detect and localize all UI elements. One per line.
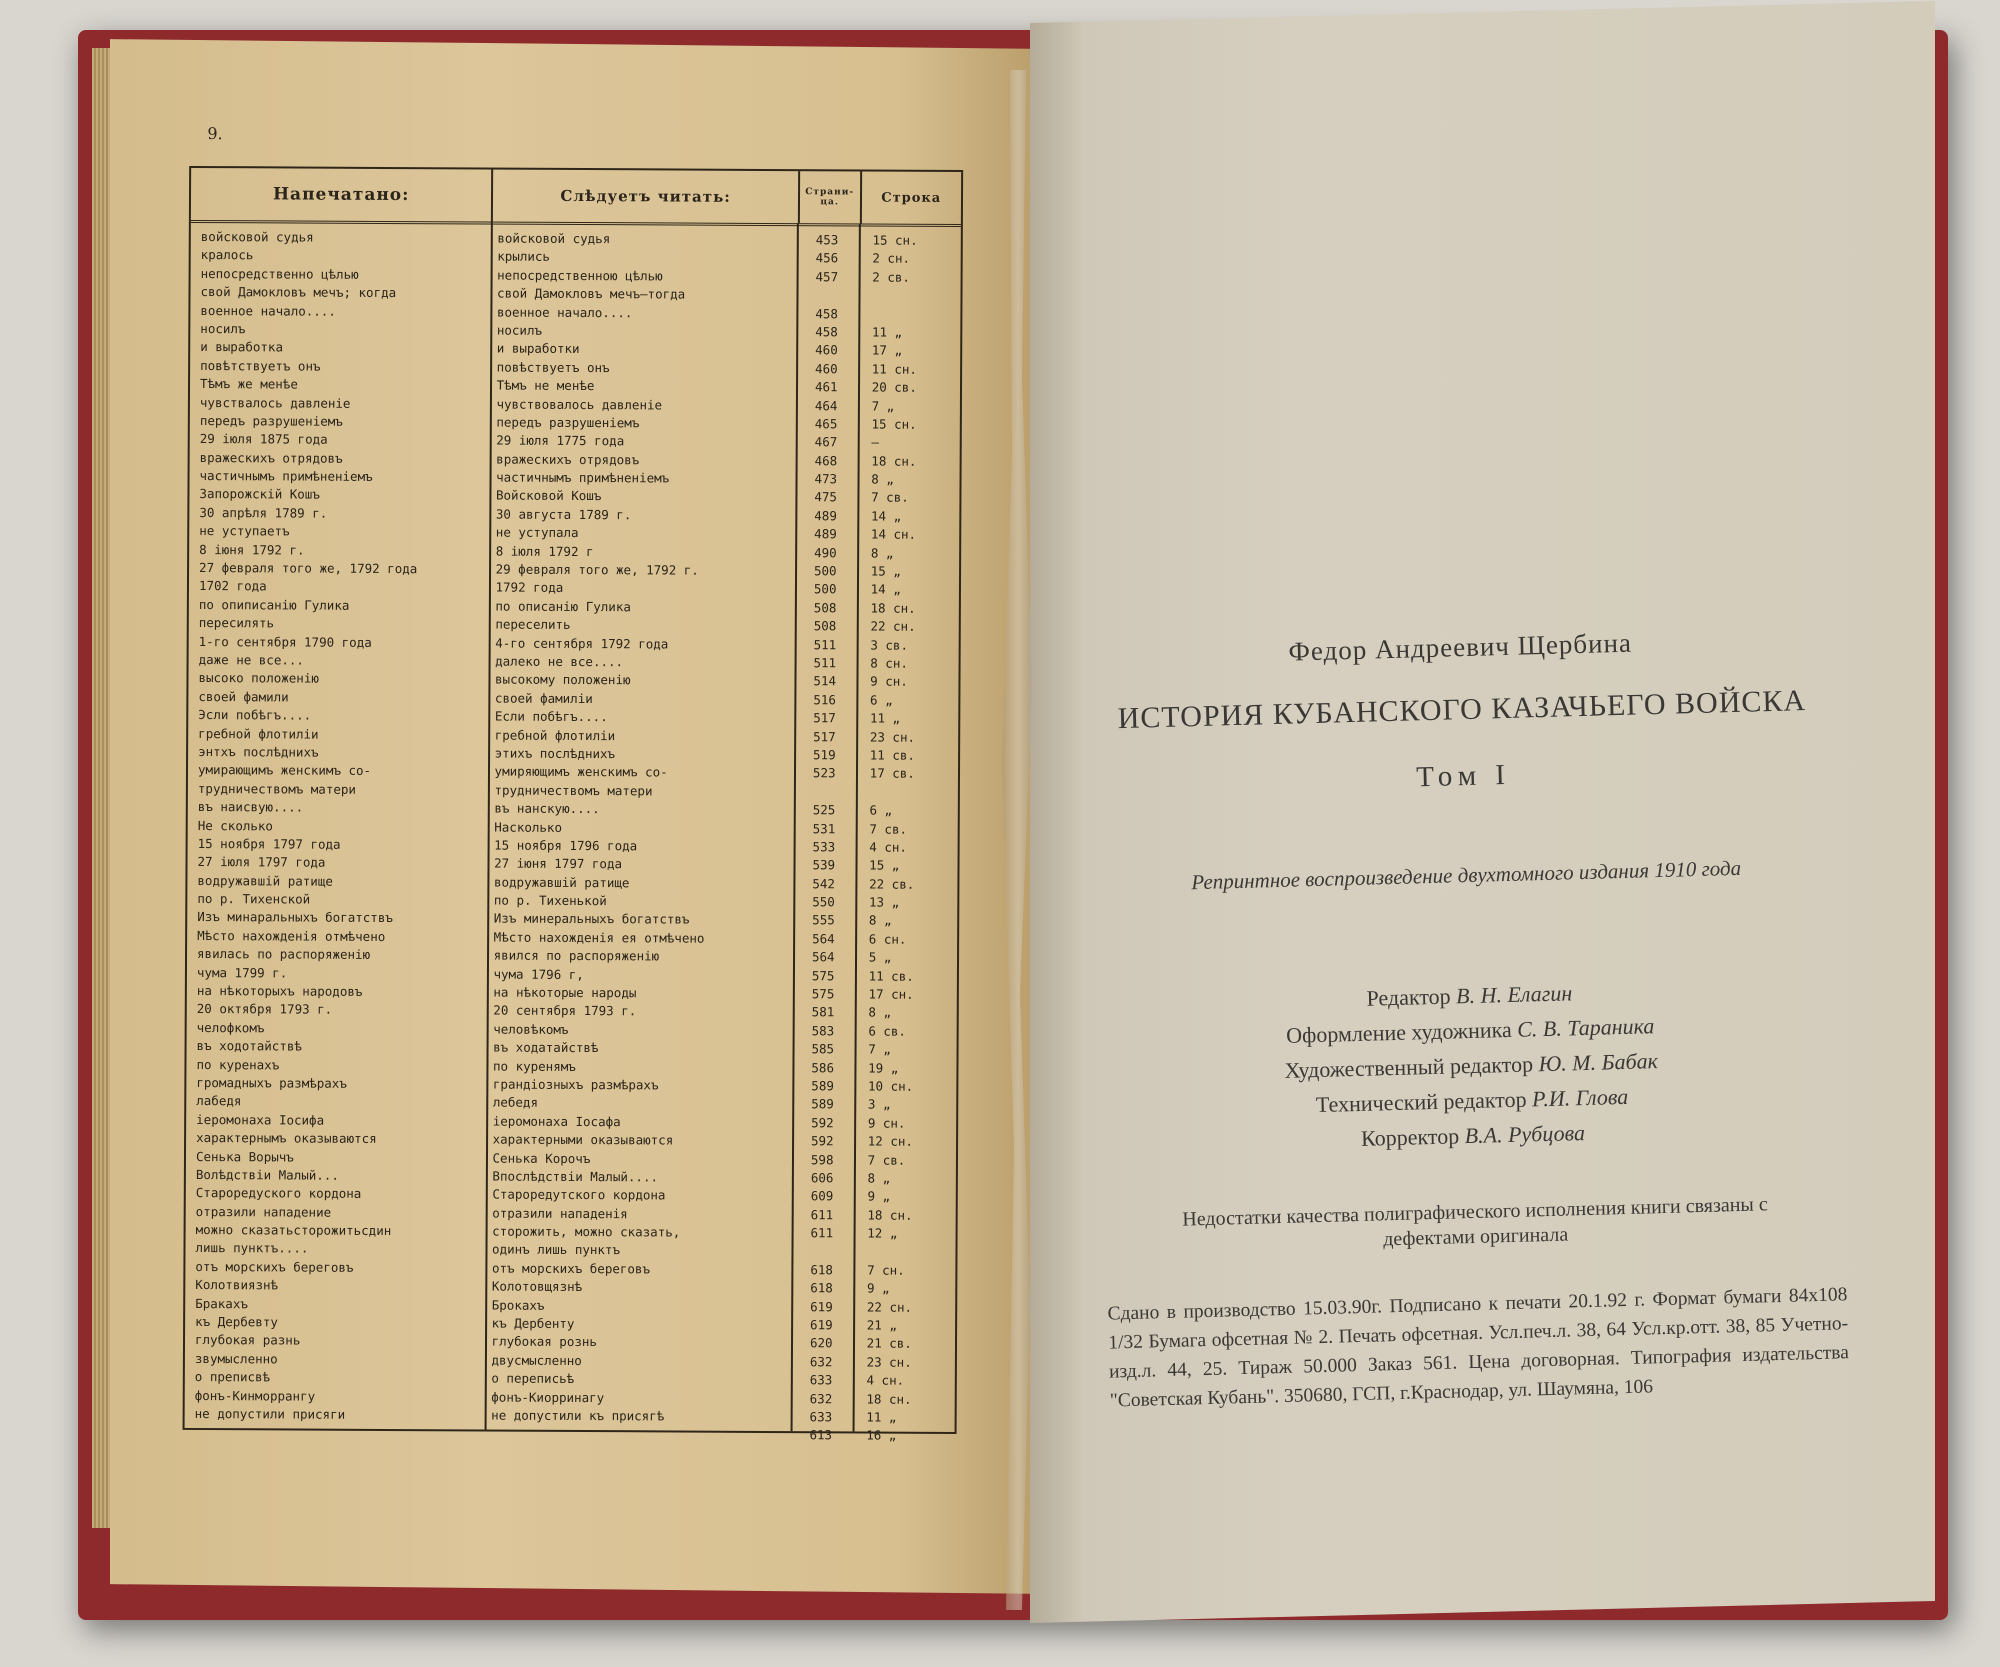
line-ref: 9 „ — [867, 1188, 891, 1204]
page-ref: 606 — [810, 1170, 834, 1186]
errata-rows — [184, 228, 960, 1446]
page-ref: 619 — [810, 1317, 833, 1333]
line-ref: 21 „ — [866, 1317, 897, 1333]
printed-text: въ ходотайствѣ — [196, 1038, 302, 1054]
printed-text: 27 февраля того же, 1792 года — [199, 560, 418, 577]
corrected-text: чувствовалось давленіе — [496, 396, 663, 412]
printed-text: іеромонаха Іосифа — [196, 1111, 325, 1128]
printed-text: въ наисвую.... — [197, 799, 304, 815]
printed-text: отразили нападение — [195, 1203, 332, 1220]
page-ref: 555 — [812, 912, 835, 928]
page-ref: 468 — [814, 452, 838, 469]
printed-text: пересилять — [198, 615, 275, 631]
page-ref: 564 — [811, 949, 835, 965]
printed-text: глубокая разнь — [194, 1332, 301, 1348]
corrected-text: своей фамиліи — [494, 690, 593, 706]
printed-text: и выработка — [200, 339, 284, 355]
printed-text: Волѣдствіи Малый... — [195, 1166, 339, 1183]
line-ref: 18 сн. — [867, 1207, 913, 1223]
printed-text: высоко положенію — [198, 670, 319, 687]
errata-table — [183, 166, 964, 1444]
page-ref: 598 — [810, 1151, 834, 1167]
corrected-text: не уступала — [495, 524, 579, 541]
corrected-text: 29 іюля 1775 года — [496, 432, 625, 449]
corrected-text: Сенька Корочъ — [492, 1150, 591, 1166]
printed-text: частичнымъ примѣненіемъ — [199, 468, 373, 484]
printed-text: по опиписанію Гулика — [198, 596, 350, 613]
page-ref — [795, 783, 854, 802]
corrected-text: Если побѣгъ.... — [494, 708, 608, 725]
printed-text: 20 октября 1793 г. — [196, 1001, 333, 1018]
printed-text: явилась по распоряженію — [197, 946, 371, 963]
line-ref — [851, 1243, 955, 1262]
page-ref: 489 — [814, 526, 837, 542]
page-ref: 632 — [809, 1390, 833, 1406]
page-ref: 619 — [810, 1298, 833, 1314]
line-ref: 8 „ — [871, 471, 894, 487]
page-ref: 533 — [812, 839, 836, 855]
printed-text: фонъ-Кинморрангу — [194, 1387, 316, 1404]
page-ref: 511 — [813, 655, 837, 671]
corrected-text: лебедя — [492, 1094, 539, 1111]
line-ref: 9 сн. — [867, 1115, 906, 1131]
line-ref: 5 „ — [868, 949, 892, 965]
line-ref: 3 „ — [867, 1096, 891, 1112]
printed-text: громадныхъ размѣрахъ — [196, 1074, 347, 1091]
printed-text: на нѣкоторыхъ народовъ — [196, 983, 363, 999]
corrected-text: гребной флотиліи — [494, 727, 616, 743]
credit-name: В.А. Рубцова — [1464, 1120, 1586, 1149]
corrected-text: далеко не все.... — [495, 653, 624, 670]
page-ref: 460 — [815, 360, 838, 377]
line-ref: 18 сн. — [866, 1391, 912, 1407]
page-ref: 564 — [812, 931, 835, 947]
line-ref — [856, 287, 960, 306]
printed-text: 1-го сентября 1790 года — [198, 633, 372, 650]
page-ref: 611 — [810, 1225, 834, 1241]
page-ref: 516 — [813, 691, 836, 708]
printed-text: о преписвѣ — [194, 1369, 271, 1385]
page-ref: 465 — [814, 416, 838, 432]
credit-role: Технический редактор — [1315, 1086, 1527, 1118]
corrected-text: свой Дамокловъ мечъ—тогда — [497, 285, 686, 302]
line-ref: 22 сн. — [866, 1299, 913, 1315]
corrected-text: непосредственною цѣлью — [497, 267, 663, 284]
printed-text: Тѣмъ же менѣе — [199, 376, 298, 392]
page-ref: 525 — [812, 802, 836, 818]
header-printed: Напечатано: — [191, 168, 494, 222]
line-ref: 8 „ — [868, 912, 892, 929]
corrected-text: по куренямъ — [492, 1058, 576, 1074]
line-ref: 8 „ — [870, 545, 894, 561]
corrected-text: 29 февраля того же, 1792 г. — [495, 561, 699, 578]
page-ref: 589 — [811, 1078, 834, 1094]
credit-role: Оформление художника — [1285, 1016, 1513, 1048]
author-name: Федор Андреевич Щербина — [1288, 627, 1633, 667]
page-ref: 575 — [811, 986, 835, 1002]
corrected-text: и выработки — [496, 340, 580, 357]
line-ref: 6 св. — [868, 1023, 907, 1039]
printed-text: къ Дербевту — [195, 1314, 278, 1330]
line-ref: 20 св. — [871, 379, 917, 395]
printed-text: лишь пунктъ.... — [195, 1240, 309, 1257]
page-ref: 589 — [811, 1096, 834, 1112]
book-title: ИСТОРИЯ КУБАНСКОГО КАЗАЧЬЕГО ВОЙСКА — [1117, 684, 1807, 736]
line-ref: 7 св. — [871, 489, 909, 506]
page-ref: 618 — [810, 1280, 833, 1296]
corrected-text: о переписьѣ — [491, 1370, 575, 1387]
corrected-text: Впослѣдствіи Малый.... — [492, 1168, 659, 1185]
printed-text: отъ морскихъ береговъ — [195, 1258, 354, 1275]
line-ref: 8 „ — [868, 1004, 892, 1021]
page-ref: 633 — [809, 1409, 833, 1425]
page-ref: 457 — [815, 269, 839, 285]
page-ref: 517 — [813, 710, 836, 726]
printed-text: повѣтствуетъ онъ — [200, 357, 321, 374]
page-ref: 467 — [814, 434, 838, 450]
corrected-text: на нѣкоторые народы — [493, 984, 637, 1001]
line-ref: 12 сн. — [867, 1133, 913, 1149]
corrected-text: высокому положенію — [495, 671, 631, 688]
page-ref: 511 — [813, 636, 837, 652]
page-ref: 586 — [811, 1059, 835, 1075]
corrected-text: отъ морскихъ береговъ — [491, 1260, 651, 1277]
corrected-text: Тѣмъ не менѣе — [496, 377, 595, 394]
corrected-text: Насколько — [494, 819, 563, 835]
printed-text: Эсли побѣгъ.... — [198, 707, 312, 723]
corrected-text: войсковой судья — [497, 230, 611, 247]
corrected-text: 20 сентября 1793 г. — [493, 1002, 637, 1019]
line-ref: 11 сн. — [871, 361, 918, 377]
line-ref: 6 „ — [870, 692, 893, 708]
line-ref: 23 сн. — [866, 1354, 912, 1370]
printed-text: Запорожскій Кошъ — [199, 486, 320, 503]
corrected-text: умиряющимъ женскимъ со- — [494, 763, 668, 780]
page-ref: 475 — [814, 489, 838, 505]
line-ref: 10 сн. — [868, 1078, 914, 1094]
credit-name: В. Н. Елагин — [1455, 980, 1573, 1009]
printed-text: звумысленно — [194, 1350, 278, 1367]
printed-text: энтхъ послѣднихъ — [198, 743, 319, 760]
corrected-text: Изъ минеральныхъ богатствъ — [493, 911, 690, 928]
volume-label: Том I — [1415, 758, 1512, 794]
page-ref: 581 — [811, 1004, 835, 1020]
printed-text: Не сколько — [197, 817, 274, 833]
printed-text: челофкомъ — [196, 1019, 265, 1036]
line-ref — [856, 305, 960, 324]
page-ref: 620 — [809, 1335, 833, 1351]
line-ref: 23 сн. — [869, 729, 916, 745]
title-imprint — [1069, 590, 1871, 1450]
page-ref: 517 — [813, 728, 836, 744]
corrected-text: Мѣсто нахожденія ея отмѣчено — [493, 929, 705, 946]
corrected-text: Колотовщязнѣ — [491, 1278, 583, 1295]
page-ref: 550 — [812, 894, 835, 910]
printed-text: вражескихъ отрядовъ — [199, 449, 343, 466]
printed-text: войсковой судья — [200, 229, 314, 245]
line-ref: 6 сн. — [868, 931, 907, 947]
line-ref: 6 „ — [869, 802, 893, 818]
corrected-text: отразили нападенія — [492, 1205, 628, 1221]
page-ref: 539 — [812, 857, 836, 873]
printed-text: умирающимъ женскимъ со- — [197, 762, 372, 779]
line-ref: 12 „ — [867, 1225, 898, 1241]
line-ref: 9 „ — [866, 1280, 890, 1296]
page-ref: 490 — [814, 544, 837, 560]
printed-text: Колотвиязнѣ — [195, 1277, 279, 1293]
page-ref — [792, 1243, 851, 1262]
page-ref: 500 — [813, 563, 837, 579]
line-ref: 3 св. — [870, 637, 909, 653]
printed-text: можно сказатьсторожитьсдин — [195, 1222, 392, 1239]
corrected-text: одинъ лишь пунктъ — [492, 1242, 621, 1258]
corrected-text: крылись — [497, 248, 550, 265]
corrected-text: характерными оказываются — [492, 1131, 674, 1148]
corrected-text: чума 1796 г, — [493, 966, 584, 982]
page-ref: 592 — [811, 1114, 834, 1131]
printed-text: 8 іюня 1792 г. — [199, 541, 305, 558]
line-ref: 4 сн. — [869, 839, 907, 855]
corrected-text: 27 іюня 1797 года — [494, 855, 623, 872]
credit-role: Корректор — [1360, 1123, 1460, 1151]
corrected-text: въ ходатайствѣ — [493, 1039, 599, 1056]
line-ref: 2 сн. — [872, 250, 911, 267]
corrected-text: къ Дербенту — [491, 1315, 575, 1332]
line-ref: 11 „ — [871, 324, 903, 340]
line-ref: 19 „ — [868, 1060, 899, 1076]
line-ref: 4 сн. — [866, 1372, 905, 1388]
page-ref: 542 — [812, 875, 835, 892]
corrected-text: 30 августа 1789 г. — [495, 506, 632, 523]
line-ref: 16 „ — [866, 1427, 897, 1444]
corrected-text: Войсковой Кошъ — [495, 488, 602, 504]
line-ref: 18 сн. — [871, 453, 917, 469]
line-ref: 8 сн. — [870, 655, 908, 671]
credit-role: Художественный редактор — [1284, 1051, 1534, 1083]
printed-text: по р. Тихенской — [197, 891, 311, 907]
printed-text: трудничествомъ матери — [197, 780, 356, 797]
printed-text: Изъ минаральныхъ богатствъ — [197, 909, 393, 926]
printed-text: не уступаетъ — [199, 523, 290, 539]
page-ref: 508 — [813, 600, 837, 616]
line-ref: 7 „ — [871, 398, 895, 414]
corrected-text: носилъ — [496, 322, 543, 338]
line-ref: 7 св. — [867, 1152, 906, 1168]
line-ref: 7 св. — [869, 821, 908, 837]
errata-page — [177, 116, 984, 1444]
header-line: Строка — [881, 190, 942, 206]
line-ref — [854, 783, 958, 802]
corrected-text: переселить — [495, 616, 571, 633]
printed-text: 29 іюля 1875 года — [199, 431, 328, 447]
header-should-read: Слѣдуетъ читать: — [493, 170, 800, 224]
printed-text: военное начало.... — [200, 302, 336, 319]
line-ref: 17 св. — [869, 765, 915, 782]
line-ref: 2 св. — [872, 269, 910, 285]
credit-name: Ю. М. Бабак — [1538, 1048, 1659, 1077]
printed-text: носилъ — [200, 320, 246, 337]
printed-text: 30 апрѣля 1789 г. — [199, 504, 328, 521]
line-ref: 15 сн. — [872, 232, 918, 248]
page-ref: 458 — [815, 305, 838, 321]
line-ref: 14 сн. — [870, 526, 917, 543]
printed-text: Бракахъ — [195, 1295, 248, 1311]
line-ref: 9 сн. — [870, 673, 908, 690]
corrected-text: фонъ-Киорринагу — [491, 1389, 605, 1405]
page-ref: 632 — [809, 1354, 833, 1370]
corrected-text: сторожить, можно сказать, — [492, 1223, 681, 1240]
corrected-text: 8 іюля 1792 г — [495, 543, 594, 559]
corrected-text: явился по распоряженію — [493, 947, 660, 964]
page-ref: 613 — [809, 1427, 833, 1443]
page-ref — [797, 286, 856, 305]
corrected-text: двусмысленно — [491, 1352, 582, 1368]
printed-text: передъ разрушеніемъ — [199, 412, 343, 429]
page-ref: 592 — [810, 1133, 834, 1149]
corrected-text: водружавшій ратище — [493, 874, 630, 890]
corrected-text: вражескихъ отрядовъ — [496, 451, 640, 467]
page-ref: 500 — [813, 581, 837, 597]
printed-text: кралось — [200, 247, 254, 263]
corrected-text: по описанію Гулика — [495, 598, 631, 615]
page-ref: 618 — [810, 1262, 833, 1278]
errata-header — [191, 168, 961, 227]
page-ref: 473 — [814, 471, 838, 487]
corrected-text: 15 ноября 1796 года — [494, 837, 638, 854]
line-ref: 11 св. — [869, 747, 915, 763]
credit-role: Редактор — [1366, 983, 1451, 1011]
line-ref: — — [871, 434, 879, 450]
page-ref: 464 — [814, 397, 838, 413]
page-ref: 633 — [809, 1372, 833, 1388]
corrected-text: передъ разрушеніемъ — [496, 414, 640, 431]
line-ref: 15 „ — [870, 563, 901, 579]
corrected-text — [479, 1425, 791, 1445]
page-ref: 583 — [811, 1023, 835, 1039]
printed-text: чувствалось давленіе — [199, 394, 351, 411]
printed-text: водружавшій ратище — [197, 872, 333, 889]
corrected-text: іеромонаха Іосафа — [492, 1113, 621, 1129]
header-page: Страни-ца. — [800, 171, 862, 223]
printed-text: лабедя — [196, 1093, 242, 1109]
printed-text: по куренахъ — [196, 1056, 280, 1073]
page-ref: 461 — [814, 379, 838, 395]
corrected-text: трудничествомъ матери — [494, 782, 653, 799]
corrected-text: глубокая рознь — [491, 1333, 597, 1350]
line-ref: 22 св. — [869, 876, 915, 892]
colophon: Сдано в производство 15.03.90г. Подписано к печати 20.1.92 г. Формат бумаги 84x108 1/32 Бумага офсетная № 2. Печать офсетная. Усл.печ.л. 38, 64 Усл.кр.отт. 38, 85 Учетно-изд.л. 44, 25. Тираж 50.000 Заказ 561. Цена договорная. Типография издательства "Советская Кубань". 350680, ГСП, г.Краснодар, ул. Шаумяна, 106 — [1107, 1284, 1850, 1412]
corrected-text: этихъ послѣднихъ — [494, 745, 616, 762]
corrected-text: по р. Тихенькой — [493, 892, 607, 909]
printed-text: свой Дамокловъ мечъ; когда — [200, 284, 397, 301]
line-ref: 7 сн. — [867, 1262, 905, 1278]
page-ref: 519 — [813, 747, 836, 763]
printed-text — [184, 1423, 479, 1443]
line-ref: 8 „ — [867, 1170, 891, 1186]
page-ref: 460 — [815, 342, 838, 358]
defects-note: Недостатки качества полиграфического исполнения книги связаны с дефектами оригинала — [1182, 1193, 1768, 1251]
corrected-text: частичнымъ примѣненіемъ — [496, 469, 670, 486]
page-ref: 609 — [810, 1188, 834, 1204]
credit-name: С. В. Тараника — [1516, 1013, 1655, 1042]
page-ref: 514 — [813, 673, 837, 689]
corrected-text: Староредутского кордона — [492, 1186, 666, 1203]
corrected-text: военное начало.... — [496, 304, 633, 320]
printed-text: Мѣсто нахожденія отмѣчено — [197, 927, 386, 944]
line-ref: 22 сн. — [870, 618, 916, 634]
corrected-text: грандіозныхъ размѣрахъ — [492, 1076, 659, 1093]
printed-text: 1702 года — [198, 578, 267, 594]
page-ref: 523 — [812, 765, 836, 781]
page-ref: 508 — [813, 618, 837, 634]
corrected-text: человѣкомъ — [493, 1021, 569, 1037]
printed-text: чума 1799 г. — [196, 964, 288, 981]
printed-text: характернымъ оказываются — [196, 1130, 377, 1147]
printed-text: не допустили присяги — [194, 1405, 346, 1422]
page-ref: 575 — [811, 967, 835, 983]
page-number: 9. — [207, 124, 223, 144]
page-ref: 489 — [814, 508, 837, 524]
printed-text: гребной флотиліи — [198, 725, 319, 742]
corrected-text: повѣствуетъ онъ — [496, 359, 610, 375]
line-ref: 17 „ — [871, 342, 903, 359]
page-ref: 585 — [811, 1041, 835, 1057]
printed-text: Сенька Ворычъ — [195, 1148, 294, 1165]
corrected-text: не допустили къ присягѣ — [491, 1407, 665, 1424]
credit-name: Р.И. Глова — [1531, 1083, 1629, 1112]
page-ref: 611 — [810, 1206, 834, 1223]
line-ref: 13 „ — [868, 894, 900, 910]
page-ref: 456 — [815, 250, 839, 266]
corrected-text: 4-го сентября 1792 года — [495, 635, 669, 652]
line-ref: 15 сн. — [871, 416, 917, 432]
line-ref: 11 „ — [866, 1409, 897, 1425]
printed-text: даже не все... — [198, 651, 304, 668]
page-ref: 453 — [815, 232, 839, 248]
line-ref: 7 „ — [868, 1041, 891, 1057]
printed-text: своей фамили — [198, 688, 289, 705]
corrected-text: въ нанскую.... — [494, 800, 600, 817]
page-ref: 458 — [815, 324, 838, 340]
line-ref: 17 сн. — [868, 986, 914, 1002]
line-ref: 14 „ — [870, 508, 902, 524]
printed-text: 15 ноября 1797 года — [197, 835, 341, 852]
line-ref: 14 „ — [870, 581, 901, 598]
credits-list — [1079, 968, 1863, 1163]
corrected-text: 1792 года — [495, 579, 564, 596]
line-ref: 18 сн. — [870, 600, 916, 616]
corrected-text: Брокахъ — [491, 1297, 545, 1313]
printed-text: непосредственно цѣлью — [200, 265, 359, 282]
line-ref: 15 „ — [869, 857, 900, 873]
line-ref: 11 св. — [868, 968, 914, 984]
line-ref: 11 „ — [869, 710, 901, 726]
page-ref: 531 — [812, 820, 836, 836]
printed-text: 27 іюля 1797 года — [197, 854, 326, 870]
reprint-note: Репринтное воспроизведение двухтомного издания 1910 года — [1191, 855, 1742, 895]
printed-text: Староредуского кордона — [195, 1185, 362, 1202]
line-ref: 21 св. — [866, 1335, 912, 1352]
